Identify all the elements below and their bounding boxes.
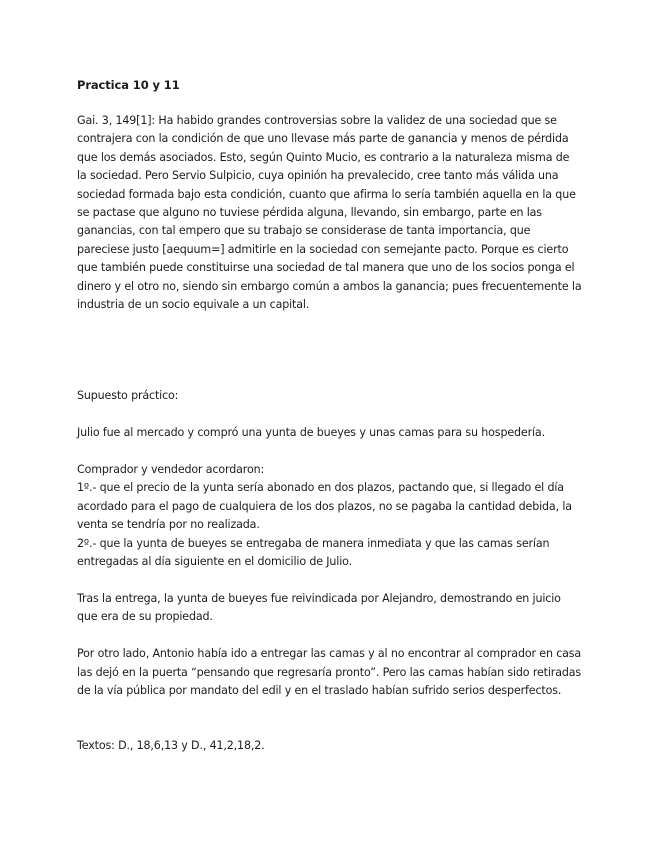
antonio-paragraph: Por otro lado, Antonio había ido a entregar las camas y al no encontrar al comprador en casa las dejó en la puerta “pensando que regresaría pronto”. Pero las camas habían sido retiradas de la vía pública por mandato del edil y en el traslado habían sufrido serios desperfectos. <box>77 647 582 697</box>
case-intro: Julio fue al mercado y compró una yunta de bueyes y unas camas para su hospedería. <box>77 426 545 440</box>
spacer <box>77 443 582 461</box>
gaius-passage: Gai. 3, 149[1]: Ha habido grandes controversias sobre la validez de una sociedad que se contrajera con la condición de que uno llevase más parte de ganancia y menos de pérdida que los demás asociados. Esto, según Quinto Mucio, es contrario a la naturaleza misma de la sociedad. Pero Servio Sulpicio, cuya opinión ha prevalecido, cree tanto más válida una sociedad formada bajo esta condición, cuanto que afirma lo sería también aquella en la que se pactase que alguno no tuviese pérdida alguna, llevando, sin embargo, parte en las ganancias, con tal empero que su trabajo se considerase de tanta importancia, que pareciese justo [aequum=] admitirle en la sociedad con semejante pacto. Porque es cierto que también puede constituirse una sociedad de tal manera que uno de los socios ponga el dinero y el otro no, siendo sin embargo común a ambos la ganancia; pues frecuentemente la industria de un socio equivale a un capital. <box>77 114 582 312</box>
document-title: Practica 10 y 11 <box>77 78 180 92</box>
document-page <box>77 76 582 756</box>
spacer <box>77 572 582 590</box>
agreement-item-2: 2º.- que la yunta de bueyes se entregaba de manera inmediata y que las camas serían entregadas al día siguiente en el domicilio de Julio. <box>77 536 550 569</box>
agreement-heading: Comprador y vendedor acordaron: <box>77 463 265 477</box>
agreement-item-1: 1º.- que el precio de la yunta sería abonado en dos plazos, pactando que, si llegado el día acordado para el pago de cualquiera de los dos plazos, no se pagaba la cantidad debida, la venta se tendría por no realizada. <box>77 481 572 532</box>
texts-reference: Textos: D., 18,6,13 y D., 41,2,18,2. <box>77 739 265 753</box>
spacer <box>77 406 582 424</box>
spacer <box>77 627 582 645</box>
spacer <box>77 314 582 387</box>
spacer <box>77 94 582 112</box>
spacer <box>77 700 582 737</box>
delivery-paragraph: Tras la entrega, la yunta de bueyes fue reivindicada por Alejandro, demostrando en juicio que era de su propiedad. <box>77 591 561 624</box>
case-heading: Supuesto práctico: <box>77 389 179 403</box>
